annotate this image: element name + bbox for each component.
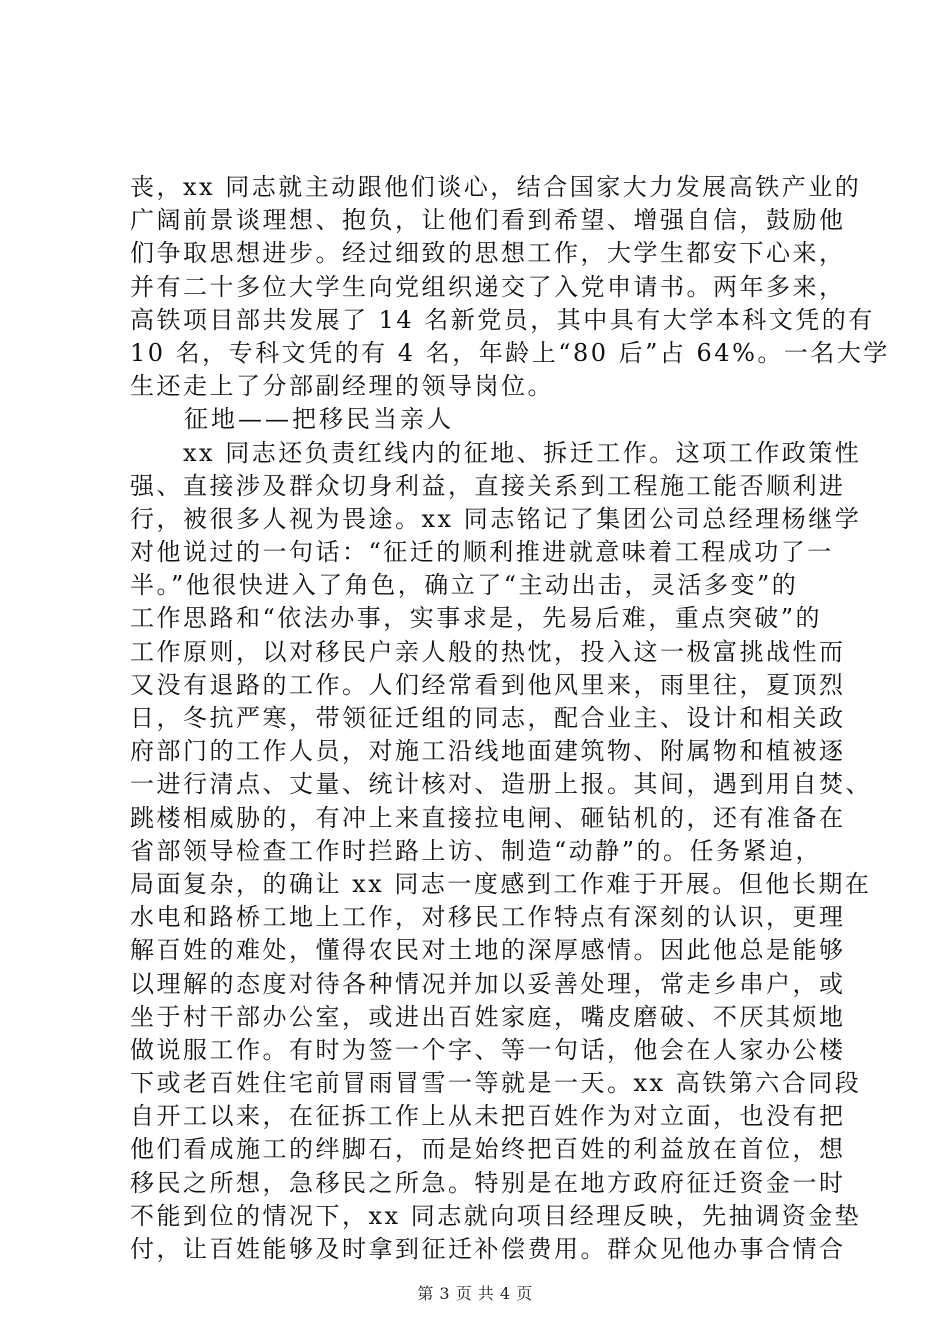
text-line: 府部门的工作人员，对施工沿线地面建筑物、附属物和植被逐	[130, 737, 846, 766]
text-line: 一进行清点、丈量、统计核对、造册上报。其间，遇到用自焚、	[130, 770, 872, 799]
section-heading: 征地——把移民当亲人	[130, 405, 454, 434]
text-line: 下或老百姓住宅前冒雨冒雪一等就是一天。xx 高铁第六合同段	[130, 1069, 862, 1098]
text-line: 他们看成施工的绊脚石，而是始终把百姓的利益放在首位，想	[130, 1135, 846, 1164]
text-line: 广阔前景谈理想、抱负，让他们看到希望、增强自信，鼓励他	[130, 206, 846, 235]
text-line: 自开工以来，在征拆工作上从未把百姓作为对立面，也没有把	[130, 1102, 846, 1131]
text-line: 们争取思想进步。经过细致的思想工作，大学生都安下心来，	[130, 239, 846, 268]
text-line: xx 同志还负责红线内的征地、拆迁工作。这项工作政策性	[130, 438, 862, 467]
text-line: 移民之所想，急移民之所急。特别是在地方政府征迁资金一时	[130, 1168, 846, 1197]
text-line: 省部领导检查工作时拦路上访、制造“动静”的。任务紧迫，	[130, 836, 823, 865]
text-line: 强、直接涉及群众切身利益，直接关系到工程施工能否顺利进	[130, 471, 846, 500]
text-line: 丧，xx 同志就主动跟他们谈心，结合国家大力发展高铁产业的	[130, 173, 862, 201]
text-line: 工作原则，以对移民户亲人般的热忱，投入这一极富挑战性而	[130, 637, 846, 666]
text-line: 局面复杂，的确让 xx 同志一度感到工作难于开展。但他长期在	[130, 869, 872, 898]
text-line: 水电和路桥工地上工作，对移民工作特点有深刻的认识，更理	[130, 903, 846, 932]
text-line: 并有二十多位大学生向党组织递交了入党申请书。两年多来，	[130, 272, 846, 301]
text-line: 高铁项目部共发展了 14 名新党员，其中具有大学本科文凭的有	[130, 305, 875, 334]
text-line: 付，让百姓能够及时拿到征迁补偿费用。群众见他办事合情合	[130, 1235, 846, 1263]
text-line: 做说服工作。有时为签一个字、等一句话，他会在人家办公楼	[130, 1035, 846, 1064]
text-line: 半。”他很快进入了角色，确立了“主动出击，灵活多变”的	[130, 571, 799, 600]
text-line: 坐于村干部办公室，或进出百姓家庭，嘴皮磨破、不厌其烦地	[130, 1002, 846, 1031]
body-text	[130, 171, 890, 1266]
text-line: 行，被很多人视为畏途。xx 同志铭记了集团公司总经理杨继学	[130, 504, 862, 533]
text-line: 对他说过的一句话：“征迁的顺利推进就意味着工程成功了一	[130, 538, 834, 567]
text-line: 解百姓的难处，懂得农民对土地的深厚感情。因此他总是能够	[130, 936, 846, 965]
text-line: 以理解的态度对待各种情况并加以妥善处理，常走乡串户，或	[130, 969, 846, 998]
text-line: 生还走上了分部副经理的领导岗位。	[130, 372, 554, 401]
text-line: 工作思路和“依法办事，实事求是，先易后难，重点突破”的	[130, 604, 823, 633]
page-footer: 第 3 页 共 4 页	[417, 1284, 533, 1303]
text-line: 跳楼相威胁的，有冲上来直接拉电闸、砸钻机的，还有准备在	[130, 803, 846, 832]
text-line: 日，冬抗严寒，带领征迁组的同志，配合业主、设计和相关政	[130, 704, 846, 732]
text-line: 不能到位的情况下，xx 同志就向项目经理反映，先抽调资金垫	[130, 1201, 862, 1230]
text-line: 10 名，专科文凭的有 4 名，年龄上“80 后”占 64%。一名大学	[130, 338, 890, 367]
text-line: 又没有退路的工作。人们经常看到他风里来，雨里往，夏顶烈	[130, 670, 846, 699]
